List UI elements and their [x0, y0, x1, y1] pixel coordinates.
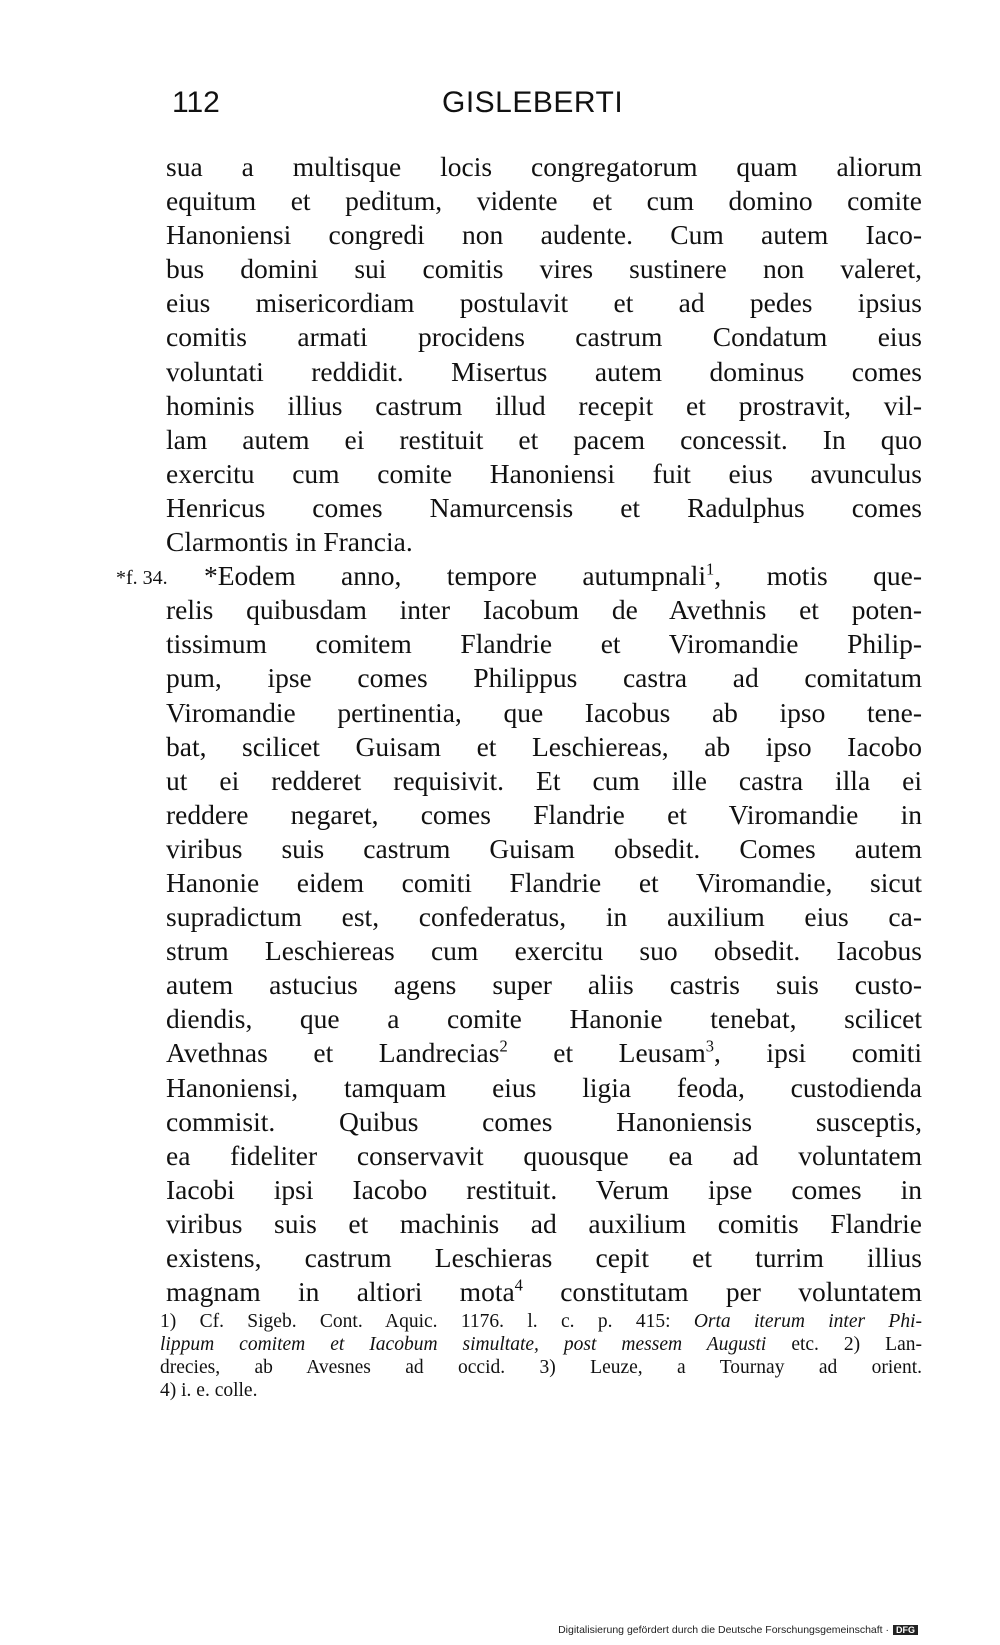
text-line: Hanonie eidem comiti Flandrie et Viromandie, sicut	[166, 866, 922, 898]
text-line-with-refs	[166, 1275, 922, 1309]
footnote-quote: lippum comitem et Iacobum simultate, post messem Augusti	[160, 1334, 767, 1355]
text-line: sua a multisque locis congregatorum quam aliorum	[166, 151, 922, 182]
text-line: diendis, que a comite Hanonie tenebat, scilicet	[166, 1003, 922, 1035]
text-line: lam autem ei restituit et pacem concessit. In quo	[166, 423, 922, 455]
text-line: Clarmontis in Francia.	[166, 526, 413, 558]
running-title: GISLEBERTI	[442, 86, 624, 119]
footnote-quote: Orta iterum inter Phi-	[693, 1311, 922, 1332]
text-line: viribus suis et machinis ad auxilium comitis Flandrie	[166, 1207, 922, 1239]
text-line: supradictum est, confederatus, in auxilium eius ca-	[166, 901, 922, 933]
footnote-ref: 1	[706, 559, 715, 579]
text-line: Viromandie pertinentia, que Iacobus ab ipso tene-	[166, 696, 922, 728]
text-line: equitum et peditum, vidente et cum domino comite	[166, 185, 922, 217]
footnote-line	[160, 1310, 922, 1333]
text-line: ea fideliter conservavit quousque ea ad voluntatem	[166, 1139, 922, 1171]
page-number: 112	[172, 86, 220, 119]
text-line: reddere negaret, comes Flandrie et Viromandie in	[166, 798, 922, 830]
text-fragment: magnam in altiori mota	[166, 1276, 515, 1308]
text-line: voluntati reddidit. Misertus autem dominus comes	[166, 355, 922, 387]
text-line: eius misericordiam postulavit et ad pedes ipsius	[166, 287, 922, 319]
text-line: pum, ipse comes Philippus castra ad comitatum	[166, 662, 922, 694]
text-line: exercitu cum comite Hanoniensi fuit eius avunculus	[166, 457, 922, 489]
footnote-text: etc. 2) Lan-	[766, 1334, 922, 1355]
text-fragment: *Eodem anno, tempore autumpnali	[204, 560, 707, 592]
text-line: existens, castrum Leschieras cepit et turrim illius	[166, 1242, 922, 1273]
footnote-ref: 3	[705, 1036, 714, 1056]
text-line: Henricus comes Namurcensis et Radulphus comes	[166, 491, 922, 523]
text-line: autem astucius agens super aliis castris suis custo-	[166, 969, 922, 1001]
text-line: Iacobi ipsi Iacobo restituit. Verum ipse comes in	[166, 1173, 922, 1205]
footnote-ref: 4	[514, 1275, 523, 1295]
text-line: strum Leschiereas cum exercitu suo obsedit. Iacobus	[166, 935, 922, 967]
footnote-line: drecies, ab Avesnes ad occid. 3) Leuze, a Tournay ad orient.	[160, 1357, 922, 1378]
page-header	[172, 86, 917, 126]
text-fragment: constitutam per voluntatem	[522, 1276, 922, 1308]
text-line: Hanoniensi, tamquam eius ligia feoda, custodienda	[166, 1071, 922, 1103]
text-fragment: , ipsi comiti	[713, 1037, 922, 1069]
text-line: Hanoniensi congredi non audente. Cum autem Iaco-	[166, 219, 922, 251]
dfg-logo: DFG	[893, 1625, 918, 1635]
footnotes	[160, 1310, 922, 1402]
footnote-ref: 2	[499, 1036, 508, 1056]
text-line: relis quibusdam inter Iacobum de Avethnis et poten-	[166, 594, 922, 626]
main-text	[166, 150, 922, 1309]
paragraph-start-line	[166, 559, 922, 593]
text-line-with-refs	[166, 1036, 922, 1070]
text-fragment: Avethnas et Landrecias	[166, 1037, 500, 1069]
footnote-text: 1) Cf. Sigeb. Cont. Aquic. 1176. l. c. p. 415:	[160, 1311, 694, 1332]
footnote-line	[160, 1333, 922, 1356]
text-line: bat, scilicet Guisam et Leschiereas, ab ipso Iacobo	[166, 730, 922, 762]
text-line: comitis armati procidens castrum Condatum eius	[166, 321, 922, 353]
footnote-line: 4) i. e. colle.	[160, 1380, 258, 1401]
credit-text: Digitalisierung gefördert durch die Deutsche Forschungsgemeinschaft ·	[558, 1624, 889, 1636]
text-fragment: , motis que-	[714, 560, 922, 592]
text-line: viribus suis castrum Guisam obsedit. Comes autem	[166, 832, 922, 864]
text-line: ut ei redderet requisivit. Et cum ille castra illa ei	[166, 764, 922, 796]
text-fragment: et Leusam	[507, 1037, 706, 1069]
folio-margin-note: *f. 34.	[116, 567, 168, 589]
digitization-credit	[558, 1624, 918, 1636]
text-line: tissimum comitem Flandrie et Viromandie Philip-	[166, 628, 922, 660]
text-line: bus domini sui comitis vires sustinere non valeret,	[166, 253, 922, 285]
text-line: commisit. Quibus comes Hanoniensis susceptis,	[166, 1105, 922, 1137]
text-line: hominis illius castrum illud recepit et prostravit, vil-	[166, 389, 922, 421]
